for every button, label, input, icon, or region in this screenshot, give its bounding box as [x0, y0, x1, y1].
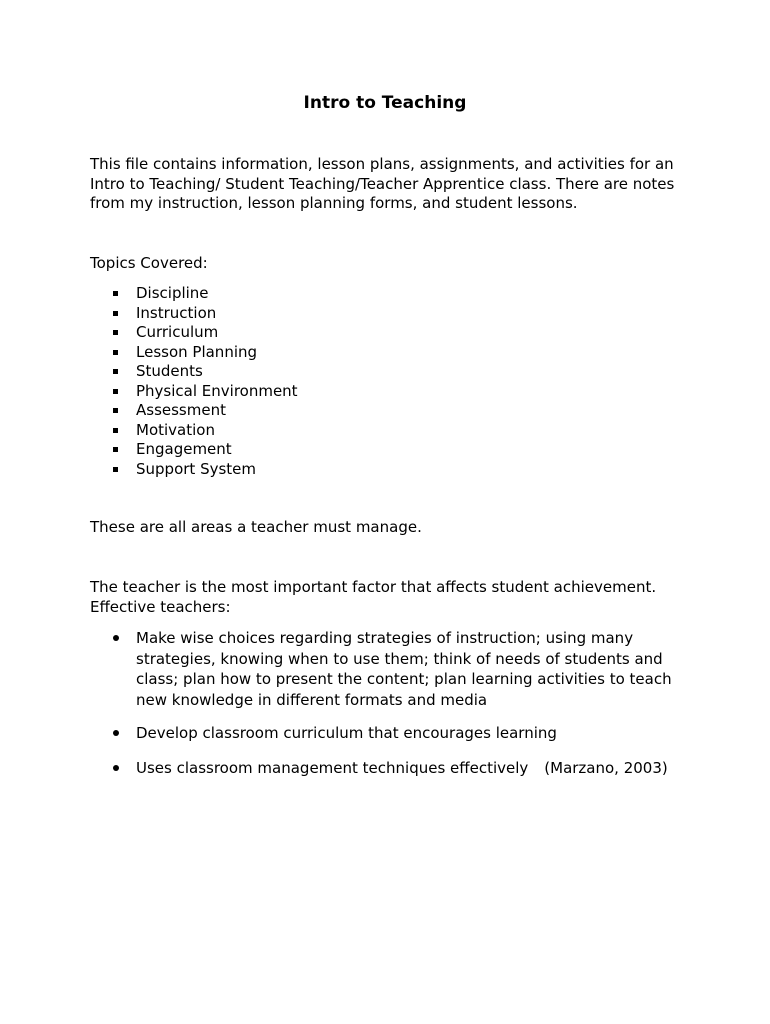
square-bullet-icon	[113, 330, 118, 335]
topic-label: Assessment	[136, 401, 226, 419]
topics-heading: Topics Covered:	[90, 254, 208, 272]
square-bullet-icon	[113, 467, 118, 472]
topic-label: Physical Environment	[136, 381, 298, 400]
square-bullet-icon	[113, 291, 118, 296]
list-item	[0, 304, 298, 324]
point-text: Develop classroom curriculum that encourages learning	[136, 724, 557, 742]
list-item	[0, 382, 298, 402]
square-bullet-icon	[113, 428, 118, 433]
citation: (Marzano, 2003)	[544, 758, 668, 777]
list-item	[0, 440, 298, 460]
list-item	[0, 460, 298, 480]
square-bullet-icon	[113, 447, 118, 452]
topic-label: Instruction	[136, 303, 217, 322]
list-item	[0, 362, 298, 382]
topic-label: Lesson Planning	[136, 342, 258, 361]
list-item	[0, 323, 298, 343]
topic-label: Engagement	[136, 440, 232, 458]
round-bullet-icon	[113, 765, 119, 771]
square-bullet-icon	[113, 408, 118, 413]
point-text: Make wise choices regarding strategies of instruction; using many strategies, knowing when to use them; think of needs of students and class; plan how to present the content; plan learning activities to teach new knowledge in different formats and media	[136, 629, 672, 709]
manage-statement: These are all areas a teacher must manage.	[90, 518, 422, 536]
round-bullet-icon	[113, 730, 119, 736]
list-item	[0, 758, 681, 779]
list-item	[0, 628, 681, 710]
list-item	[0, 421, 298, 441]
square-bullet-icon	[113, 369, 118, 374]
page-title: Intro to Teaching	[303, 93, 467, 113]
square-bullet-icon	[113, 389, 118, 394]
factor-line: The teacher is the most important factor that affects student achievement.	[90, 578, 657, 596]
intro-paragraph: This file contains information, lesson plans, assignments, and activities for an Intro to Teaching/ Student Teaching/Teacher Apprentice class. There are notes from my instruction, lesson planning forms, and student lessons.	[90, 155, 675, 212]
factor-paragraph	[90, 578, 690, 617]
point-text: Uses classroom management techniques effectively	[136, 758, 529, 777]
topic-label: Support System	[136, 459, 256, 478]
topic-label: Curriculum	[136, 323, 219, 341]
effective-teachers-heading: Effective teachers:	[90, 597, 231, 616]
round-bullet-icon	[113, 635, 119, 641]
list-item	[0, 343, 298, 363]
list-item	[0, 723, 681, 744]
list-item	[0, 284, 298, 304]
square-bullet-icon	[113, 311, 118, 316]
topic-label: Students	[136, 362, 203, 380]
effective-teachers-list	[0, 628, 681, 778]
list-item	[0, 401, 298, 421]
topic-label: Motivation	[136, 420, 215, 439]
square-bullet-icon	[113, 350, 118, 355]
topics-list	[0, 284, 298, 479]
topic-label: Discipline	[136, 284, 209, 302]
